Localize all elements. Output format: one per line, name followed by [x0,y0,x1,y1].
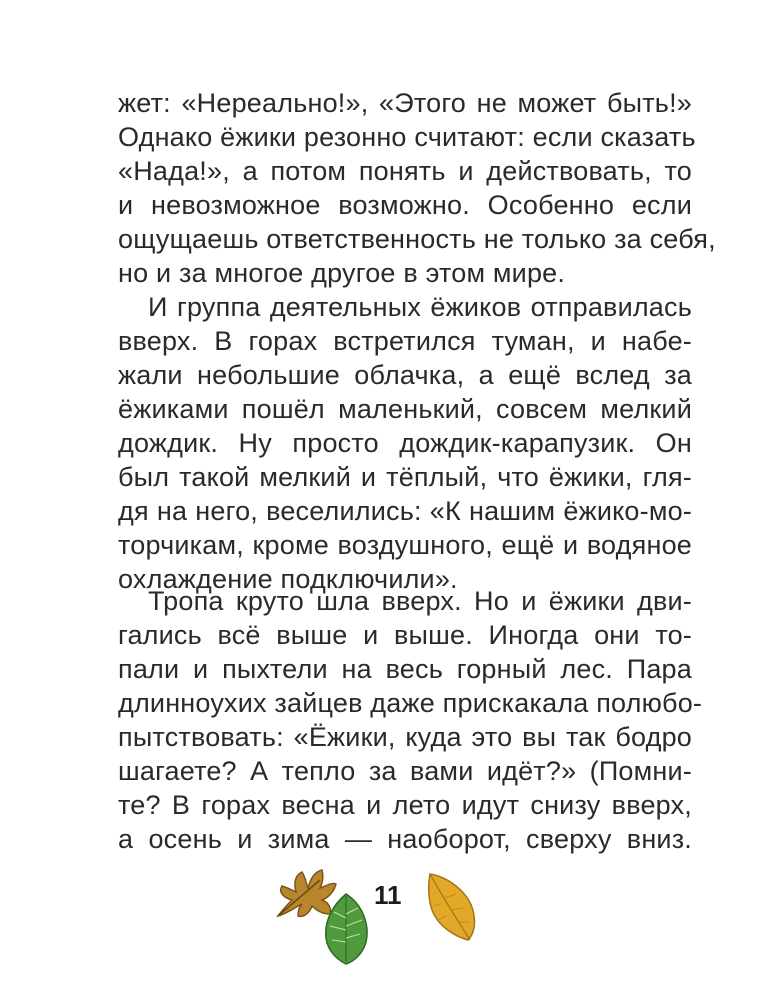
text-line: И группа деятельных ёжиков отправилась [148,292,692,322]
yellow-leaf-icon [422,870,480,942]
text-line: длинноухих зайцев даже прискакала полюбо- [118,688,703,718]
text-line: Однако ёжики резонно считают: если сказать [118,122,696,152]
text-line: жали небольшие облачка, а ещё вслед за [118,360,692,390]
text-line: и невозможное возможно. Особенно если [118,190,692,220]
text-line: но и за многое другое в этом мире. [118,258,566,288]
text-line: «Нада!», а потом понять и действовать, то [118,156,692,186]
paragraph-3 [118,584,703,856]
text-line: ёжиками пошёл маленький, совсем мелкий [118,394,692,424]
text-line: шагаете? А тепло за вами идёт?» (Помни- [118,756,692,786]
text-line: пытствовать: «Ёжики, куда это вы так бодро [118,722,692,752]
text-line: те? В горах весна и лето идут снизу вверх, [118,790,692,820]
text-line: Тропа круто шла вверх. Но и ёжики дви- [148,586,692,616]
text-line: был такой мелкий и тёплый, что ёжики, гля- [118,462,692,492]
text-line: торчикам, кроме воздушного, ещё и водяное [118,530,692,560]
text-line: жет: «Нереально!», «Этого не может быть!» [118,88,692,118]
page-number: 11 [374,880,402,910]
text-line: вверх. В горах встретился туман, и набе- [118,326,692,356]
text-line: охлаждение подключили». [118,564,458,594]
text-line: дя на него, веселились: «К нашим ёжико-мо- [118,496,692,526]
text-line: пали и пыхтели на весь горный лес. Пара [118,654,692,684]
text-line: а осень и зима — наоборот, сверху вниз. [118,824,692,854]
text-line: дождик. Ну просто дождик-карапузик. Он [118,428,692,458]
paragraph-1 [118,86,716,290]
text-line: гались всё выше и выше. Иногда они то- [118,620,692,650]
paragraph-2 [118,290,692,596]
page-footer [270,858,500,978]
green-leaf-icon [320,890,372,966]
text-line: ощущаешь ответственность не только за себя, [118,224,716,254]
